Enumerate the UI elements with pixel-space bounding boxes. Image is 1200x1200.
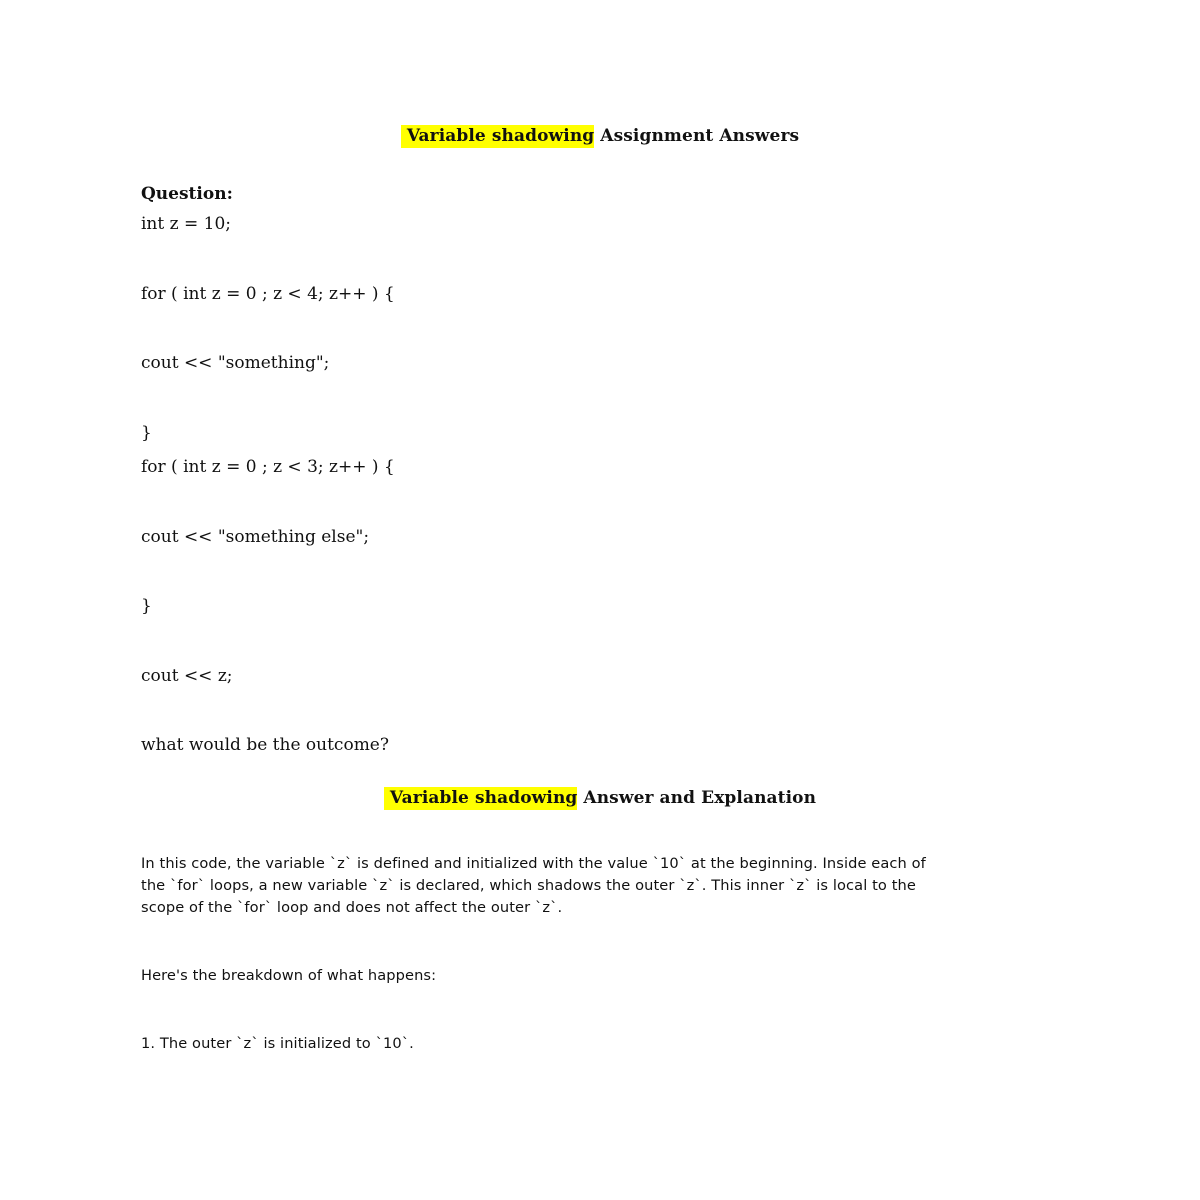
document-title [0, 126, 1200, 146]
explanation-line: the `for` loops, a new variable `z` is declared, which shadows the outer `z`. This inner `z` is local to the [141, 877, 916, 894]
answer-heading [0, 788, 1200, 808]
answer-heading-rest: Answer and Explanation [577, 788, 817, 808]
code-line: cout << "something else"; [141, 527, 370, 547]
question-prompt: what would be the outcome? [141, 735, 389, 755]
code-line: int z = 10; [141, 214, 231, 234]
breakdown-intro: Here's the breakdown of what happens: [141, 967, 437, 984]
code-line: cout << z; [141, 666, 233, 686]
title-highlight: Variable shadowing [401, 125, 594, 148]
breakdown-step: 1. The outer `z` is initialized to `10`. [141, 1035, 414, 1052]
explanation-line: In this code, the variable `z` is defined and initialized with the value `10` at the beginning. Inside each of [141, 855, 926, 872]
code-line: cout << "something"; [141, 353, 330, 373]
title-rest: Assignment Answers [594, 126, 800, 146]
code-line: for ( int z = 0 ; z < 3; z++ ) { [141, 457, 395, 477]
answer-heading-highlight: Variable shadowing [384, 787, 577, 810]
code-line: } [141, 596, 152, 616]
explanation-line: scope of the `for` loop and does not affect the outer `z`. [141, 899, 563, 916]
question-label: Question: [141, 184, 233, 204]
code-line: } [141, 423, 152, 443]
code-line: for ( int z = 0 ; z < 4; z++ ) { [141, 284, 395, 304]
